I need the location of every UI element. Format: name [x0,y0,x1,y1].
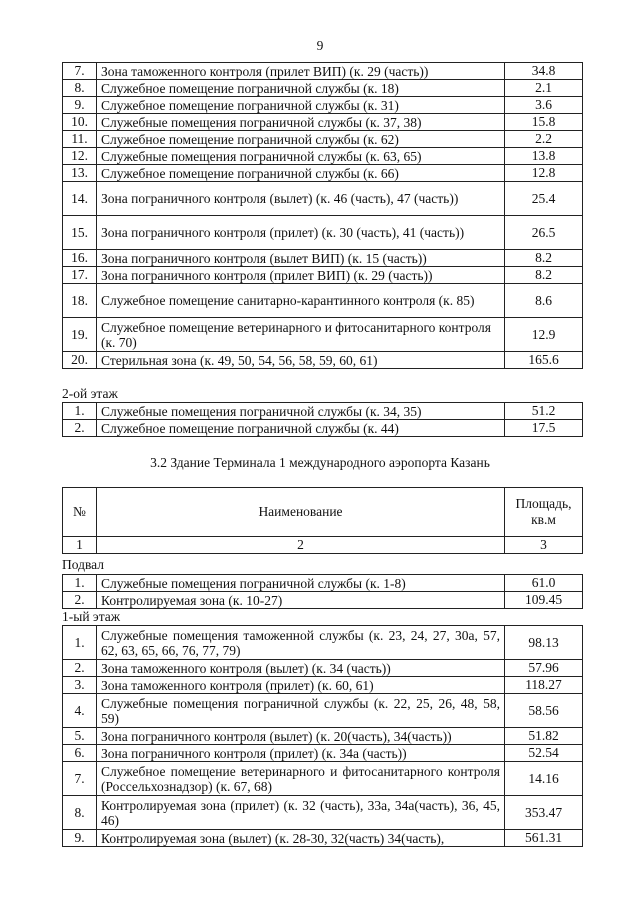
basement-table [62,574,583,609]
table-row [63,575,583,592]
row-area: 353.47 [505,796,583,830]
row-area: 58.56 [505,694,583,728]
row-name: Служебное помещение ветеринарного и фитосанитарного контроля (Россельхознадзор) (к. 67, 68) [97,762,505,796]
row-name: Служебное помещение пограничной службы (к. 18) [97,80,505,97]
table-row [63,63,583,80]
table-row [63,626,583,660]
row-number: 14. [63,182,97,216]
floor-1-label: 1-ый этаж [62,609,121,624]
row-number: 9. [63,97,97,114]
column-index-1: 1 [63,537,97,554]
row-name: Служебное помещение пограничной службы (к. 44) [97,420,505,437]
row-number: 5. [63,728,97,745]
row-name: Зона пограничного контроля (прилет ВИП) (к. 29 (часть)) [97,267,505,284]
table-row [63,694,583,728]
row-name: Служебное помещение санитарно-карантинного контроля (к. 85) [97,284,505,318]
row-area: 561.31 [505,830,583,847]
row-number: 18. [63,284,97,318]
table-row [63,592,583,609]
row-area: 8.2 [505,267,583,284]
column-index-3: 3 [505,537,583,554]
table-row [63,148,583,165]
row-name: Служебные помещения пограничной службы (к. 37, 38) [97,114,505,131]
table-row [63,318,583,352]
row-name: Служебное помещение пограничной службы (к. 62) [97,131,505,148]
row-area: 98.13 [505,626,583,660]
table-row [63,728,583,745]
row-number: 20. [63,352,97,369]
row-area: 12.9 [505,318,583,352]
row-number: 13. [63,165,97,182]
table-row [63,284,583,318]
row-number: 7. [63,762,97,796]
row-number: 16. [63,250,97,267]
row-number: 1. [63,403,97,420]
column-number-header: № [63,488,97,537]
row-name: Зона пограничного контроля (вылет ВИП) (к. 15 (часть)) [97,250,505,267]
table-row [63,796,583,830]
row-number: 4. [63,694,97,728]
row-area: 118.27 [505,677,583,694]
row-number: 8. [63,796,97,830]
table-row [63,131,583,148]
table-row [63,97,583,114]
row-name: Стерильная зона (к. 49, 50, 54, 56, 58, 59, 60, 61) [97,352,505,369]
row-area: 2.2 [505,131,583,148]
table-row [63,216,583,250]
row-area: 109.45 [505,592,583,609]
row-name: Служебное помещение ветеринарного и фитосанитарного контроля (к. 70) [97,318,505,352]
row-area: 165.6 [505,352,583,369]
floor-2-label: 2-ой этаж [62,386,118,401]
table-row [63,114,583,131]
row-name: Зона пограничного контроля (вылет) (к. 46 (часть), 47 (часть)) [97,182,505,216]
floor-2-table [62,402,583,437]
table-row [63,677,583,694]
row-area: 25.4 [505,182,583,216]
row-name: Зона таможенного контроля (прилет ВИП) (к. 29 (часть)) [97,63,505,80]
table-row [63,660,583,677]
page-number: 9 [316,38,324,53]
row-name: Зона таможенного контроля (прилет) (к. 60, 61) [97,677,505,694]
row-area: 26.5 [505,216,583,250]
row-name: Служебные помещения пограничной службы (к. 34, 35) [97,403,505,420]
row-area: 14.16 [505,762,583,796]
row-area: 8.2 [505,250,583,267]
row-number: 9. [63,830,97,847]
row-name: Служебные помещения таможенной службы (к. 23, 24, 27, 30а, 57, 62, 63, 65, 66, 76, 77, 79) [97,626,505,660]
areas-table-continued [62,62,583,369]
table-row [63,403,583,420]
table-row [63,80,583,97]
row-number: 7. [63,63,97,80]
row-area: 17.5 [505,420,583,437]
row-name: Контролируемая зона (вылет) (к. 28-30, 32(часть) 34(часть), [97,830,505,847]
row-name: Зона таможенного контроля (вылет) (к. 34 (часть)) [97,660,505,677]
row-name: Служебное помещение пограничной службы (к. 31) [97,97,505,114]
row-area: 51.2 [505,403,583,420]
row-name: Зона пограничного контроля (прилет) (к. 30 (часть), 41 (часть)) [97,216,505,250]
row-number: 2. [63,592,97,609]
row-number: 19. [63,318,97,352]
column-name-header: Наименование [97,488,505,537]
row-area: 34.8 [505,63,583,80]
row-number: 1. [63,626,97,660]
row-number: 10. [63,114,97,131]
row-area: 61.0 [505,575,583,592]
row-area: 8.6 [505,284,583,318]
column-area-header: Площадь, кв.м [505,488,583,537]
row-area: 2.1 [505,80,583,97]
row-number: 6. [63,745,97,762]
table-row [63,182,583,216]
row-name: Контролируемая зона (прилет) (к. 32 (часть), 33а, 34а(часть), 36, 45, 46) [97,796,505,830]
row-area: 3.6 [505,97,583,114]
row-number: 12. [63,148,97,165]
row-name: Служебные помещения пограничной службы (к. 63, 65) [97,148,505,165]
row-number: 11. [63,131,97,148]
row-name: Контролируемая зона (к. 10-27) [97,592,505,609]
row-name: Служебные помещения пограничной службы (к. 1-8) [97,575,505,592]
table-row [63,267,583,284]
row-area: 13.8 [505,148,583,165]
row-area: 51.82 [505,728,583,745]
row-number: 8. [63,80,97,97]
row-number: 15. [63,216,97,250]
row-number: 1. [63,575,97,592]
row-number: 3. [63,677,97,694]
row-name: Зона пограничного контроля (вылет) (к. 20(часть), 34(часть)) [97,728,505,745]
table-row [63,745,583,762]
floor-1-table [62,625,583,847]
terminal-1-table-header [62,487,583,554]
basement-label: Подвал [62,557,105,572]
section-title: 3.2 Здание Терминала 1 международного аэропорта Казань [150,455,490,470]
table-row [63,420,583,437]
table-row [63,250,583,267]
row-area: 15.8 [505,114,583,131]
row-area: 12.8 [505,165,583,182]
row-name: Служебные помещения пограничной службы (к. 22, 25, 26, 48, 58, 59) [97,694,505,728]
row-area: 57.96 [505,660,583,677]
row-number: 2. [63,660,97,677]
row-name: Зона пограничного контроля (прилет) (к. 34а (часть)) [97,745,505,762]
table-row [63,352,583,369]
row-number: 17. [63,267,97,284]
row-area: 52.54 [505,745,583,762]
row-name: Служебное помещение пограничной службы (к. 66) [97,165,505,182]
row-number: 2. [63,420,97,437]
table-row [63,830,583,847]
table-row [63,165,583,182]
column-index-2: 2 [97,537,505,554]
table-row [63,762,583,796]
